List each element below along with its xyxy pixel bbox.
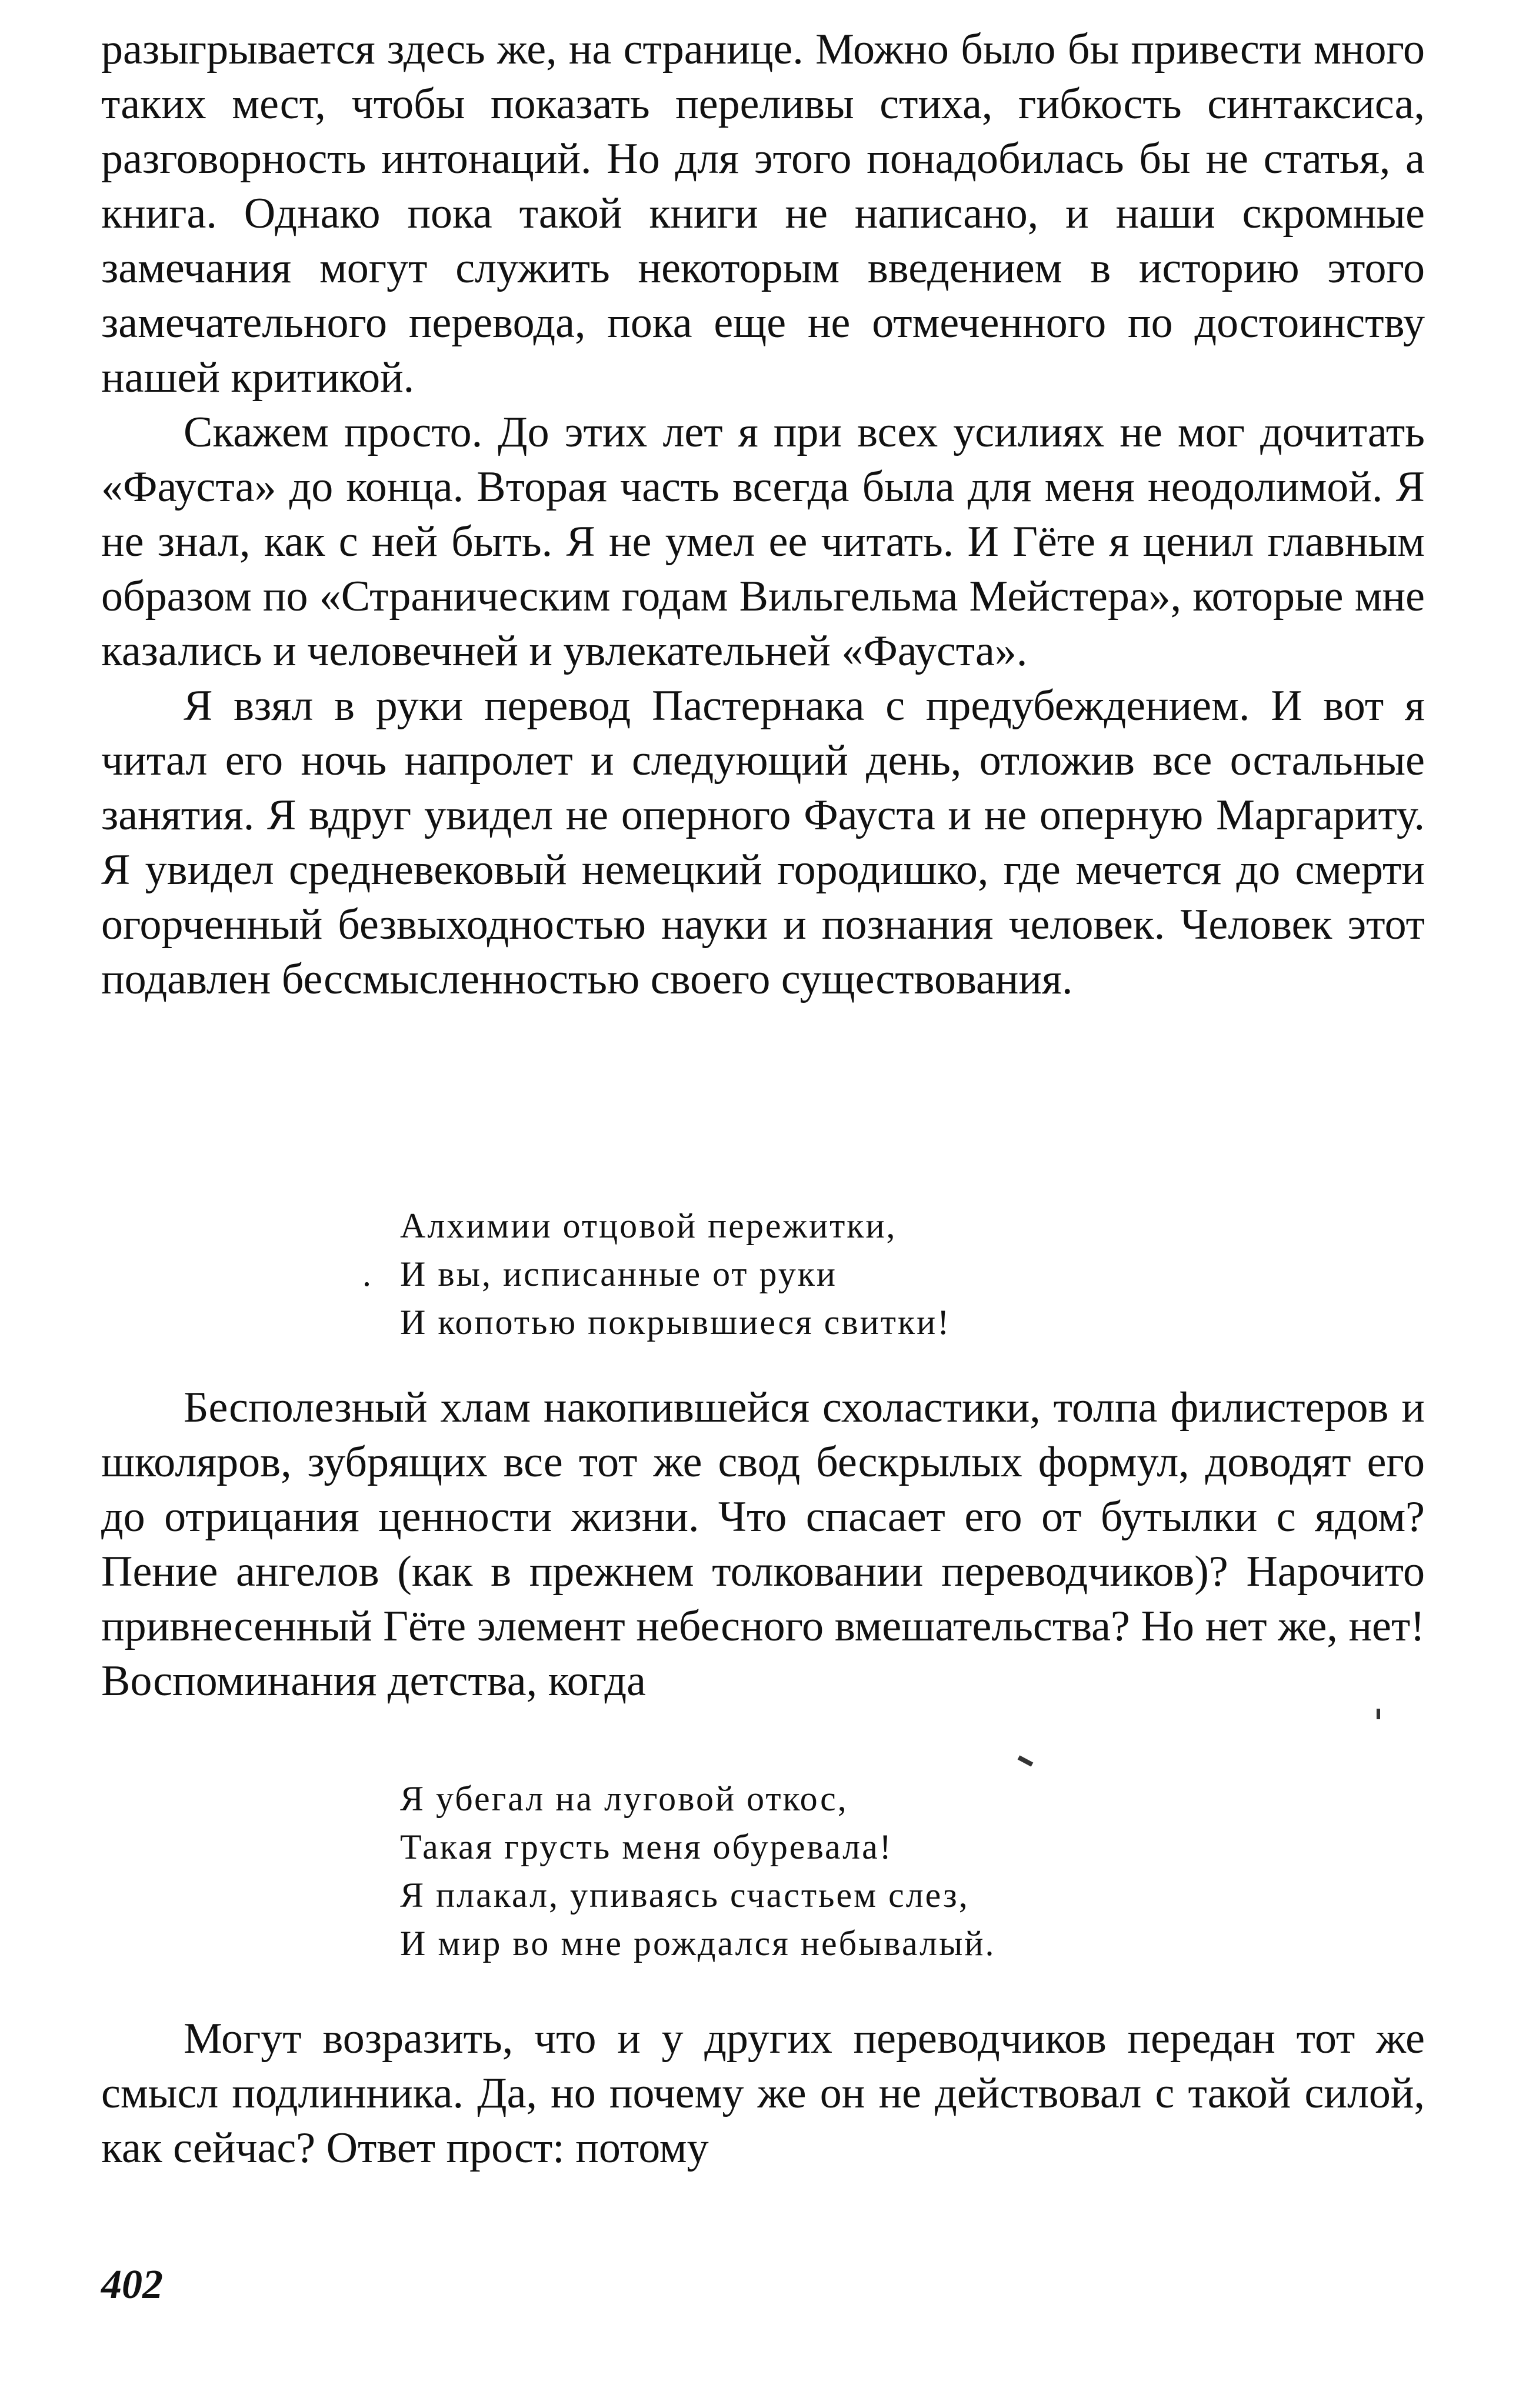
verse-line: И копотью покрывшиеся свитки! <box>400 1303 951 1342</box>
page-number: 402 <box>101 2262 163 2307</box>
paragraph-5: Могут возразить, что и у других переводчиков передан тот же смысл подлинника. Да, но почему же он не действовал с такой силой, как сейчас? Ответ прост: потому <box>101 2015 1425 2172</box>
verse-line: Я плакал, упиваясь счастьем слез, <box>400 1876 969 1915</box>
paragraph-1: разыгрывается здесь же, на странице. Можно было бы привести много таких мест, чтобы показать переливы стиха, гибкость синтаксиса, разговорность интонаций. Но для этого понадобилась бы не статья, а книга. Однако пока такой книги не написано, и наши скромные замечания могут служить некоторым введением в историю этого замечательного перевода, пока еще не отмеченного по достоинству нашей критикой. <box>101 25 1425 402</box>
print-speck <box>1018 1755 1034 1766</box>
paragraph-3: Я взял в руки перевод Пастернака с предубеждением. И вот я читал его ночь напролет и следующий день, отложив все остальные занятия. Я вдруг увидел не оперного Фауста и не оперную Маргариту. Я увидел средневековый немецкий городишко, где мечется до смерти огорченный безвыходностью науки и познания человек. Человек этот подавлен бессмысленностью своего существования. <box>101 682 1425 1003</box>
verse-quote-1 <box>400 1202 951 1346</box>
verse-line: Алхимии отцовой пережитки, <box>400 1206 897 1245</box>
text-block-bottom <box>101 2012 1425 2176</box>
text-block-middle <box>101 1380 1425 1709</box>
text-block-top <box>101 22 1425 1007</box>
print-speck <box>1377 1709 1380 1719</box>
verse-line: Такая грусть меня обуревала! <box>400 1827 893 1866</box>
verse-line: И мир во мне рождался небывалый. <box>400 1924 996 1963</box>
verse-line: Я убегал на луговой откос, <box>400 1779 848 1818</box>
verse-marker: . <box>362 1255 371 1293</box>
verse-quote-2 <box>400 1775 996 1967</box>
verse-line: И вы, исписанные от руки <box>400 1255 837 1293</box>
paragraph-4: Бесполезный хлам накопившейся схоластики, толпа филистеров и школяров, зубрящих все тот же свод бескрылых формул, доводят его до отрицания ценности жизни. Что спасает его от бутылки с ядом? Пение ангелов (как в прежнем толковании переводчиков)? Нарочито привнесенный Гёте элемент небесного вмешательства? Но нет же, нет! Воспоминания детства, когда <box>101 1383 1425 1705</box>
paragraph-2: Скажем просто. До этих лет я при всех усилиях не мог дочитать «Фауста» до конца. Вторая часть всегда была для меня неодолимой. Я не знал, как с ней быть. Я не умел ее читать. И Гёте я ценил главным образом по «Страническим годам Вильгельма Мейстера», которые мне казались и человечней и увлекательней «Фауста». <box>101 408 1425 675</box>
